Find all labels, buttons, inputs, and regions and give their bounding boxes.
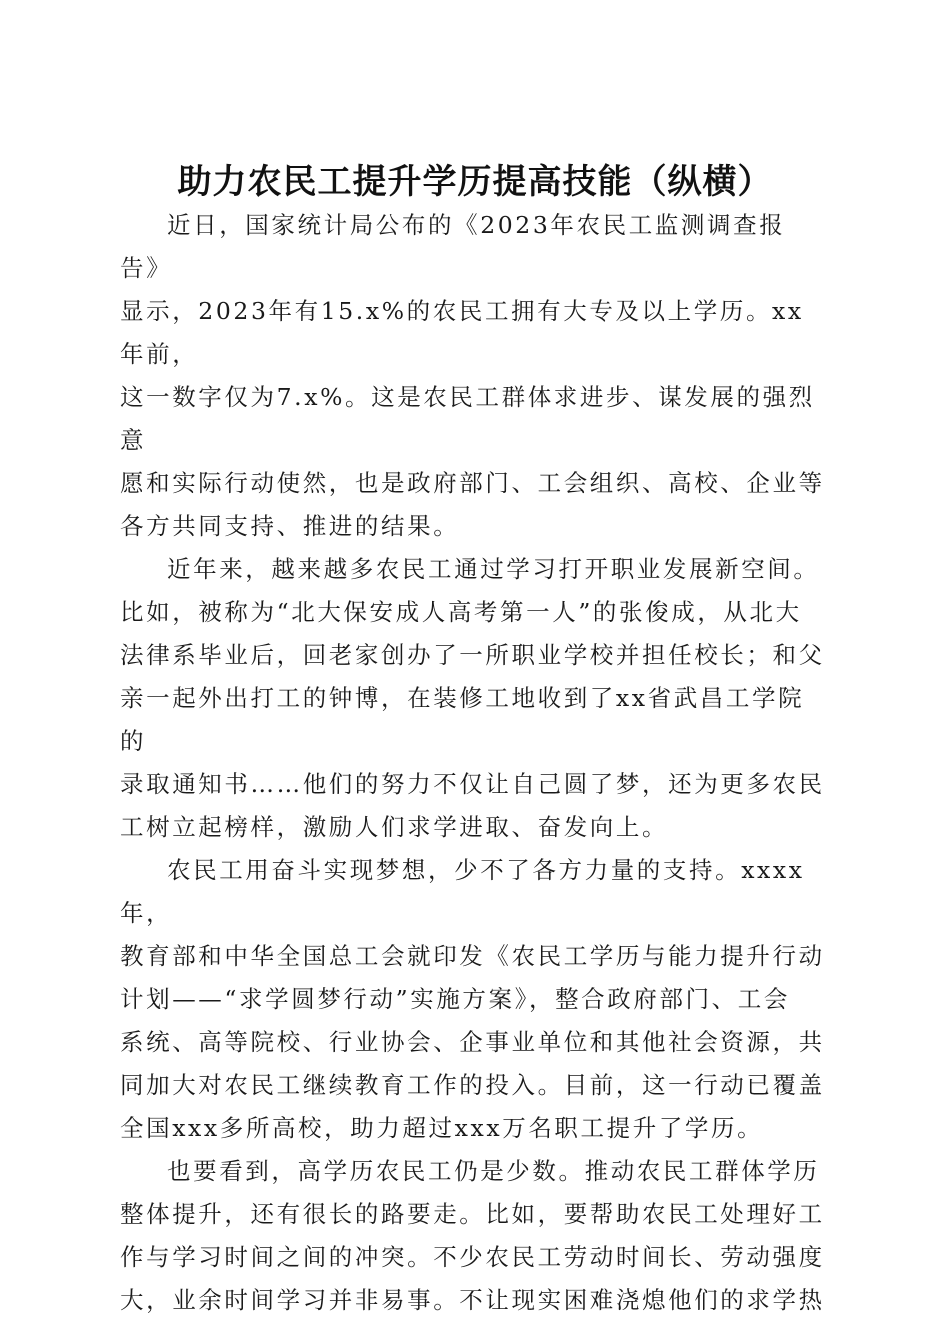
paragraph-2: 近年来，越来越多农民工通过学习打开职业发展新空间。 比如，被称为“北大保安成人高考第一人”的张俊成，从北大 法律系毕业后，回老家创办了一所职业学校并担任校长；和父 亲一起外出打工的钟博，在装修工地收到了xx省武昌工学院的 录取通知书……他们的努力不仅让自己圆了梦，还为更多农民 工树立起榜样，激励人们求学进取、奋发向上。: [120, 555, 825, 841]
paragraph-1: 近日，国家统计局公布的《2023年农民工监测调查报告》 显示，2023年有15.x%的农民工拥有大专及以上学历。xx年前， 这一数字仅为7.x%。这是农民工群体求进步、谋发展的强烈意 愿和实际行动使然，也是政府部门、工会组织、高校、企业等 各方共同支持、推进的结果。: [120, 211, 825, 540]
document-body: [120, 204, 826, 1322]
document-title: 助力农民工提升学历提高技能（纵横）: [177, 161, 773, 202]
paragraph-4: 也要看到，高学历农民工仍是少数。推动农民工群体学历 整体提升，还有很长的路要走。比如，要帮助农民工处理好工 作与学习时间之间的冲突。不少农民工劳动时间长、劳动强度 大，业余时间学习并非易事。不让现实困难浇熄他们的求学热: [120, 1157, 825, 1314]
paragraph-3: 农民工用奋斗实现梦想，少不了各方力量的支持。xxxx年， 教育部和中华全国总工会就印发《农民工学历与能力提升行动 计划——“求学圆梦行动”实施方案》，整合政府部门、工会 系统、高等院校、行业协会、企事业单位和其他社会资源，共 同加大对农民工继续教育工作的投入。目前，这一行动已覆盖 全国xxx多所高校，助力超过xxx万名职工提升了学历。: [120, 856, 825, 1142]
